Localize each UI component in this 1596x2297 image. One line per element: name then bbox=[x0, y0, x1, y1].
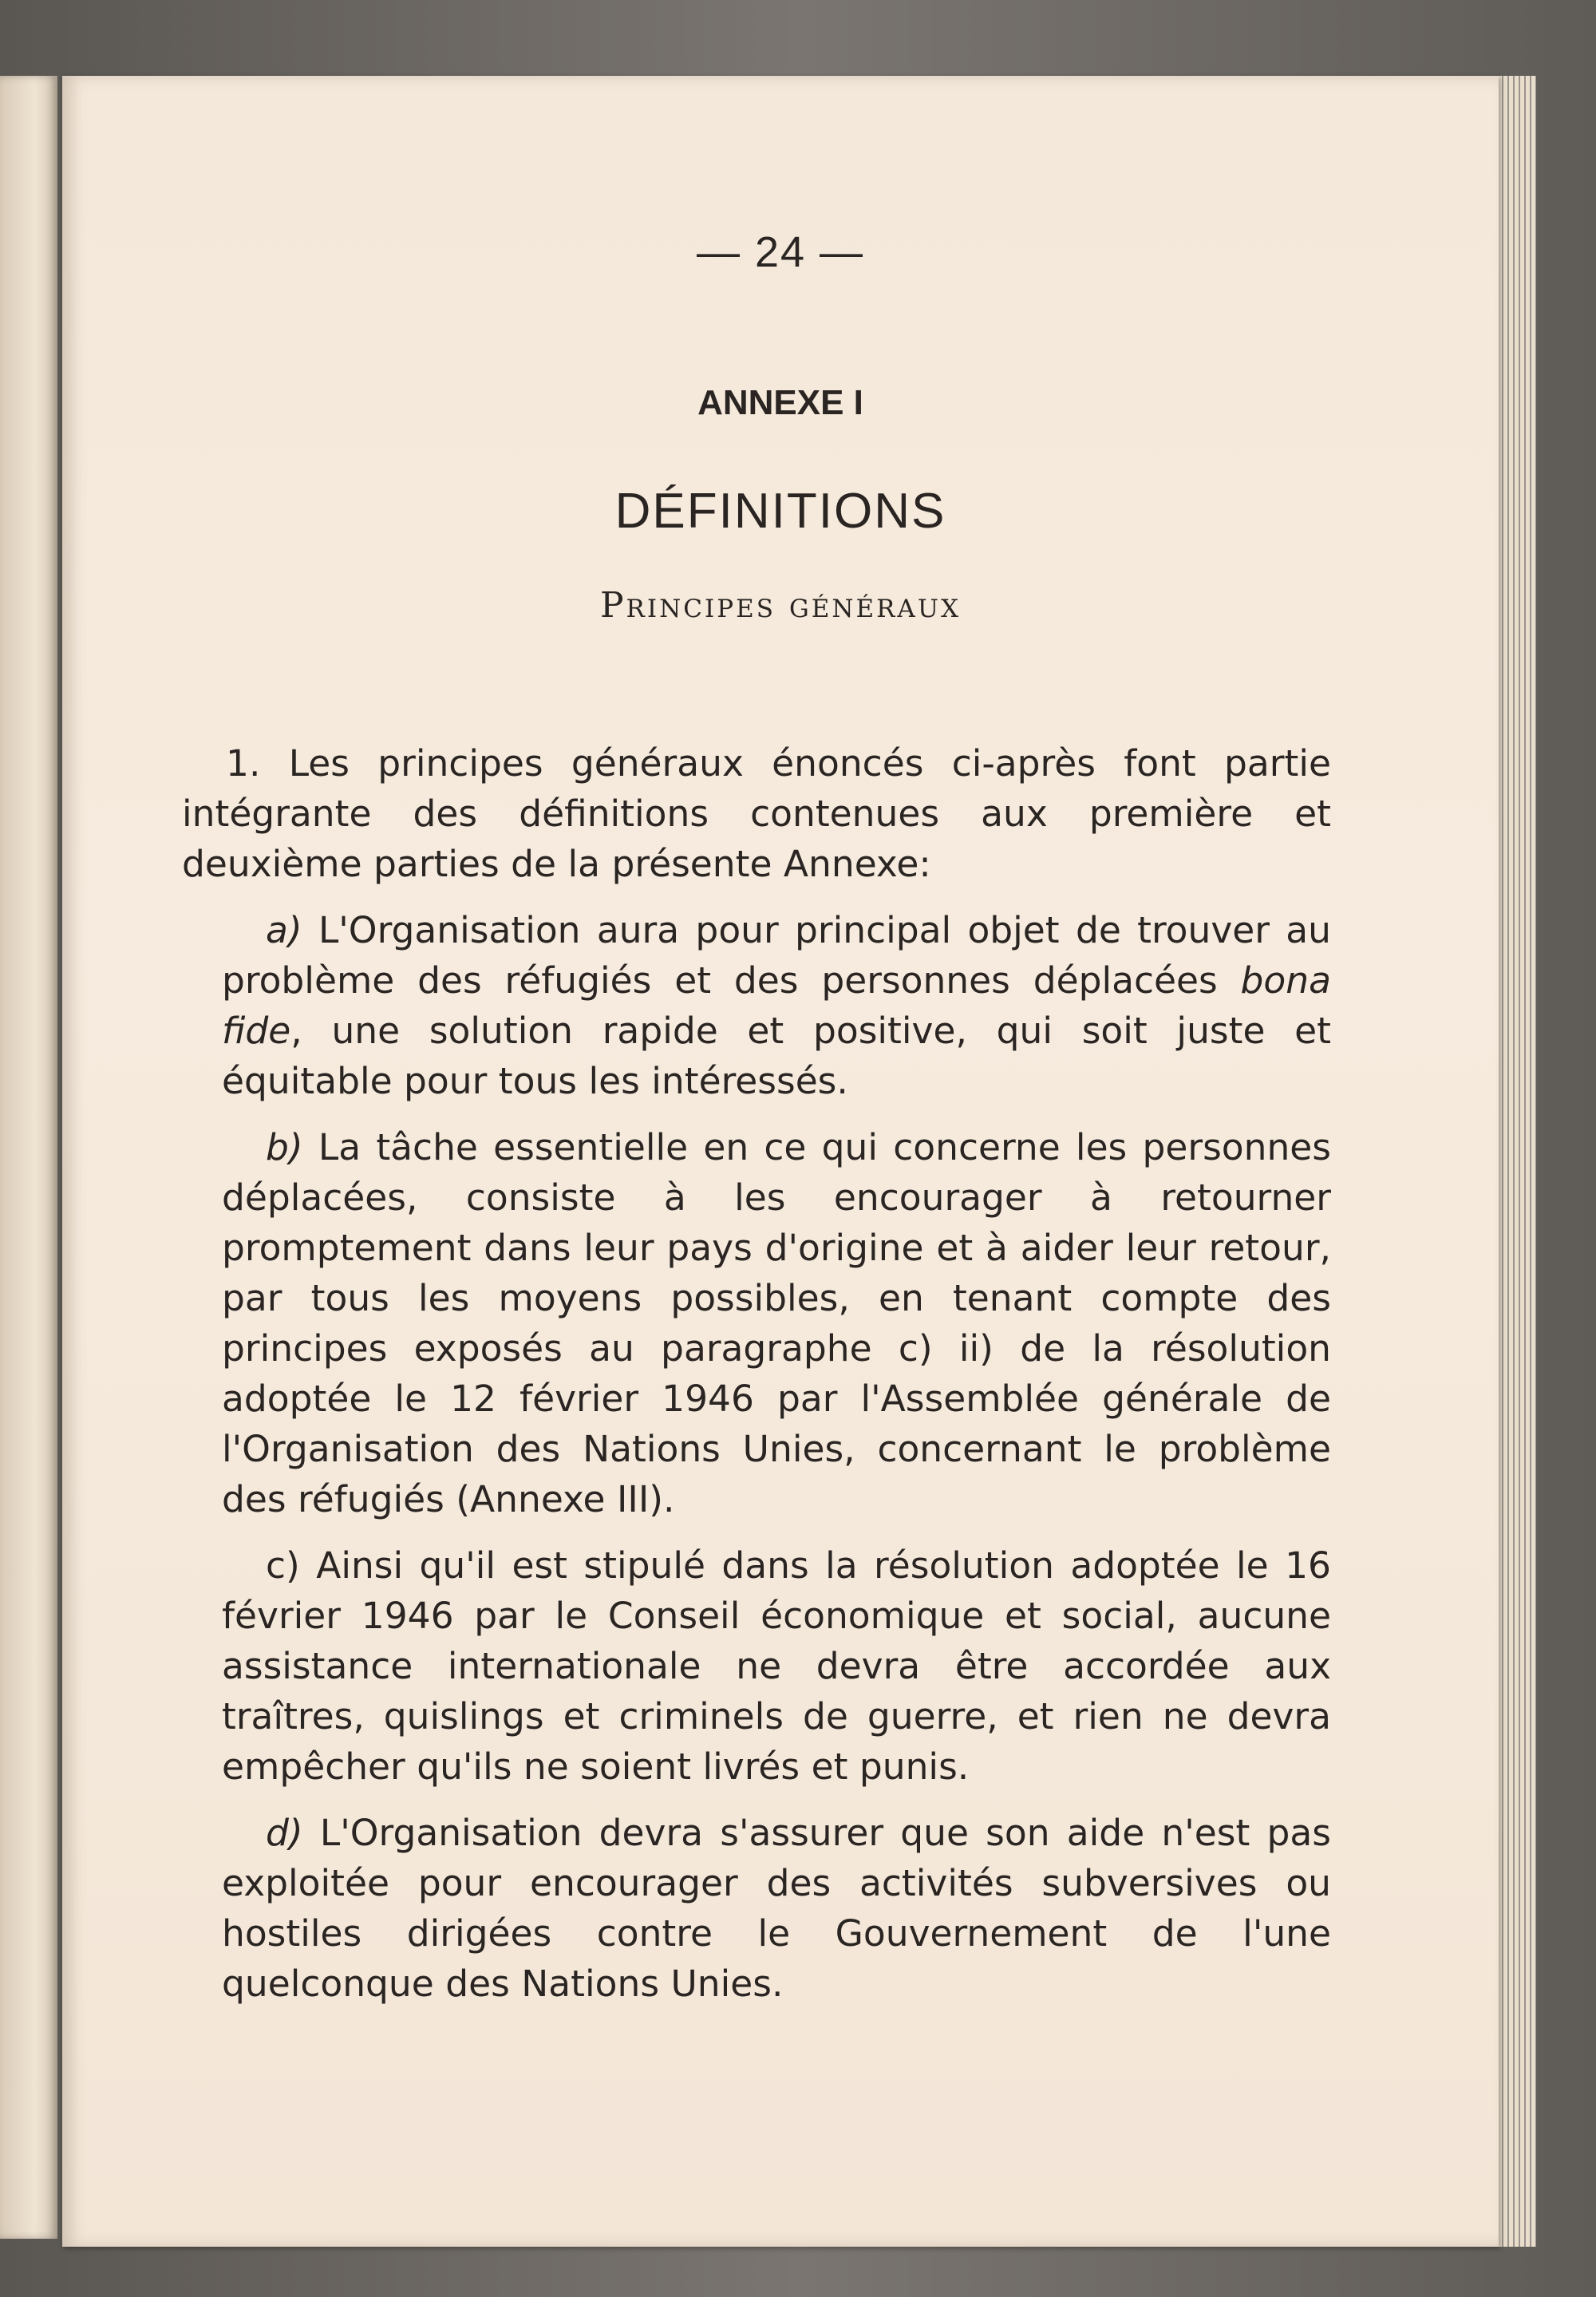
left-page-edge bbox=[0, 76, 57, 2239]
paragraph-b-text: La tâche essentielle en ce qui concerne les personnes déplacées, consiste à les encourager à retourner promptement dans leur pays d'origine et à aider leur retour, par tous les moyens possibles, en tenant compte des principes exposés au paragraphe c) ii) de la résolution adoptée le 12 février 1946 par l'Assemblée générale de l'Organisation des Nations Unies, concernant le problème des réfugiés (Annexe III). bbox=[222, 1126, 1331, 1520]
paragraph-1 bbox=[182, 738, 1331, 889]
page-number: — 24 — bbox=[696, 228, 865, 276]
section-title: DÉFINITIONS bbox=[614, 484, 946, 539]
paragraph-a-letter: a) bbox=[266, 909, 302, 951]
paragraph-1-text: 1. Les principes généraux énoncés ci-après font partie intégrante des définitions contenues aux première et deuxième parties de la présente Annexe: bbox=[182, 742, 1331, 885]
paragraph-b bbox=[222, 1122, 1331, 1524]
paragraph-a-emphasis: bona fide bbox=[222, 959, 1331, 1052]
paragraph-a bbox=[222, 905, 1331, 1106]
paragraph-c-letter: c) bbox=[266, 1544, 300, 1587]
body-text bbox=[182, 738, 1331, 2025]
paragraph-a-text-after: , une solution rapide et positive, qui soit juste et équitable pour tous les intéressés. bbox=[222, 1010, 1331, 1102]
paragraph-d-letter: d) bbox=[266, 1812, 303, 1854]
document-page bbox=[62, 76, 1499, 2247]
paragraph-d bbox=[222, 1808, 1331, 2009]
paragraph-d-text: L'Organisation devra s'assurer que son aide n'est pas exploitée pour encourager des activités subversives ou hostiles dirigées contre le Gouvernement de l'une quelconque des Nations Unies. bbox=[222, 1812, 1331, 2005]
annex-title: ANNEXE I bbox=[697, 383, 863, 422]
paragraph-a-text-before: L'Organisation aura pour principal objet de trouver au problème des réfugiés et des personnes déplacées bbox=[222, 909, 1331, 1002]
paragraph-c-text: Ainsi qu'il est stipulé dans la résolution adoptée le 16 février 1946 par le Conseil économique et social, aucune assistance internationale ne devra être accordée aux traîtres, quislings et criminels de guerre, et rien ne devra empêcher qu'ils ne soient livrés et punis. bbox=[222, 1544, 1331, 1788]
paragraph-b-letter: b) bbox=[266, 1126, 303, 1168]
page-stack-edge bbox=[1492, 76, 1536, 2247]
subsection-title: Principes généraux bbox=[599, 585, 962, 626]
paragraph-c bbox=[222, 1540, 1331, 1792]
